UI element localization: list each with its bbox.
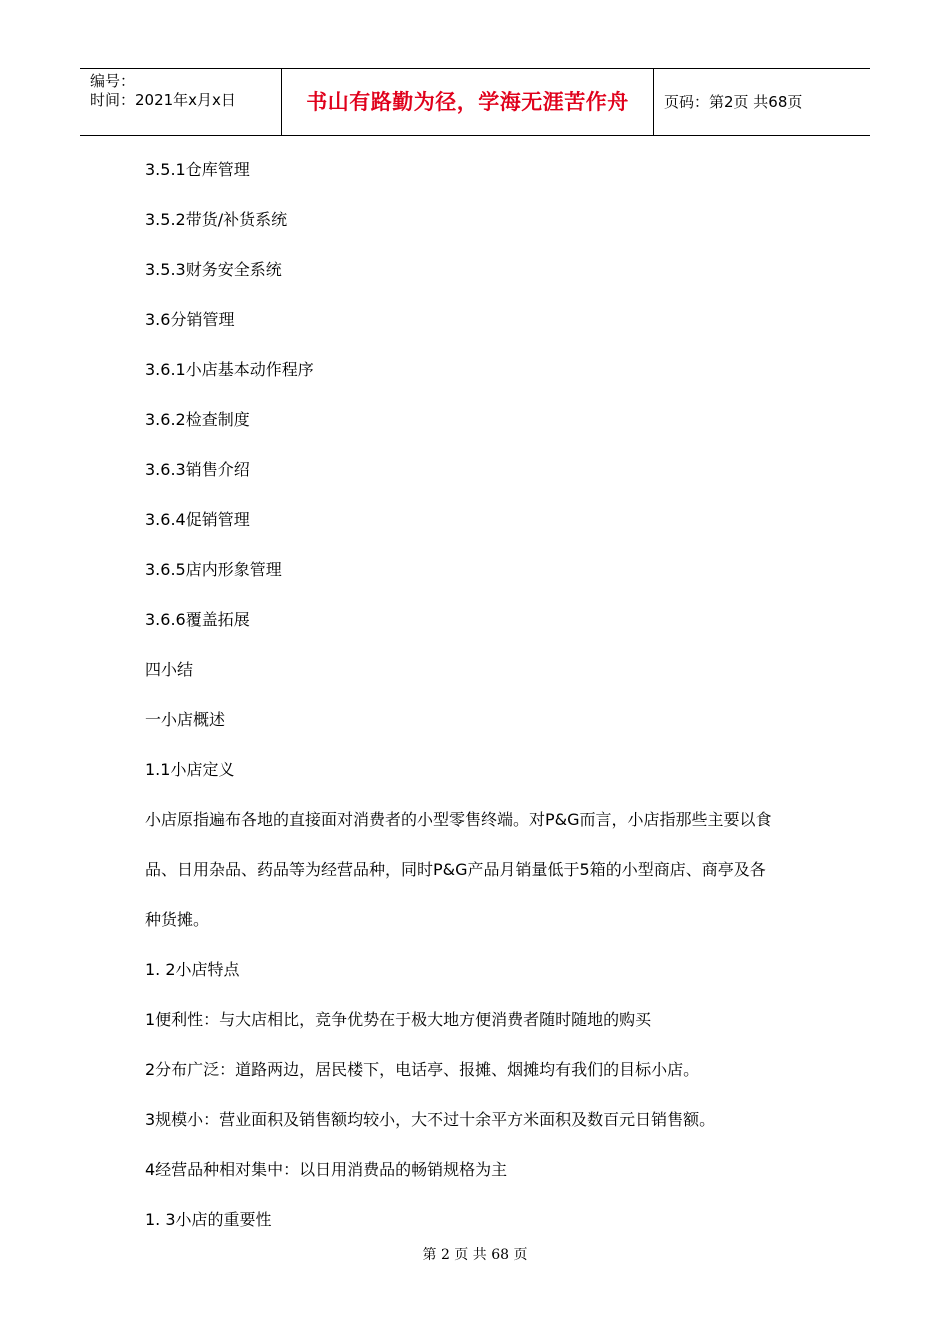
header-meta-cell — [80, 69, 282, 135]
section-heading: 一小店概述 — [145, 710, 226, 729]
toc-line: 3.6.4促销管理 — [145, 510, 250, 529]
document-number-label: 编号： — [90, 72, 136, 90]
page-header — [80, 68, 870, 136]
toc-line: 3.6.3销售介绍 — [145, 460, 250, 479]
toc-line: 3.5.1仓库管理 — [145, 160, 250, 179]
toc-line: 3.6.5店内形象管理 — [145, 560, 282, 579]
list-item: 3规模小：营业面积及销售额均较小，大不过十余平方米面积及数百元日销售额。 — [145, 1110, 716, 1129]
paragraph-line: 种货摊。 — [145, 910, 210, 929]
subsection-heading: 1.1小店定义 — [145, 760, 235, 779]
toc-line: 四小结 — [145, 660, 194, 679]
header-motto: 书山有路勤为径，学海无涯苦作舟 — [282, 69, 654, 135]
list-item: 4经营品种相对集中：以日用消费品的畅销规格为主 — [145, 1160, 508, 1179]
header-page-info: 页码：第2页 共68页 — [664, 93, 803, 111]
list-item: 2分布广泛：道路两边，居民楼下，电话亭、报摊、烟摊均有我们的目标小店。 — [145, 1060, 700, 1079]
list-item: 1便利性：与大店相比，竞争优势在于极大地方便消费者随时随地的购买 — [145, 1010, 652, 1029]
toc-line: 3.6.6覆盖拓展 — [145, 610, 250, 629]
document-date-label: 时间：2021年x月x日 — [90, 91, 236, 109]
toc-line: 3.6.1小店基本动作程序 — [145, 360, 314, 379]
subsection-heading: 1. 2小店特点 — [145, 960, 240, 979]
toc-line: 3.5.3财务安全系统 — [145, 260, 282, 279]
subsection-heading: 1. 3小店的重要性 — [145, 1210, 272, 1229]
page-footer: 第 2 页 共 68 页 — [422, 1247, 528, 1263]
toc-line: 3.6.2检查制度 — [145, 410, 250, 429]
toc-line: 3.5.2带货/补货系统 — [145, 210, 288, 229]
document-body — [145, 150, 825, 1250]
toc-line: 3.6分销管理 — [145, 310, 235, 329]
paragraph-line: 品、日用杂品、药品等为经营品种，同时P&G产品月销量低于5箱的小型商店、商亭及各 — [145, 860, 766, 879]
paragraph-line: 小店原指遍布各地的直接面对消费者的小型零售终端。对P&G而言，小店指那些主要以食 — [145, 810, 772, 829]
